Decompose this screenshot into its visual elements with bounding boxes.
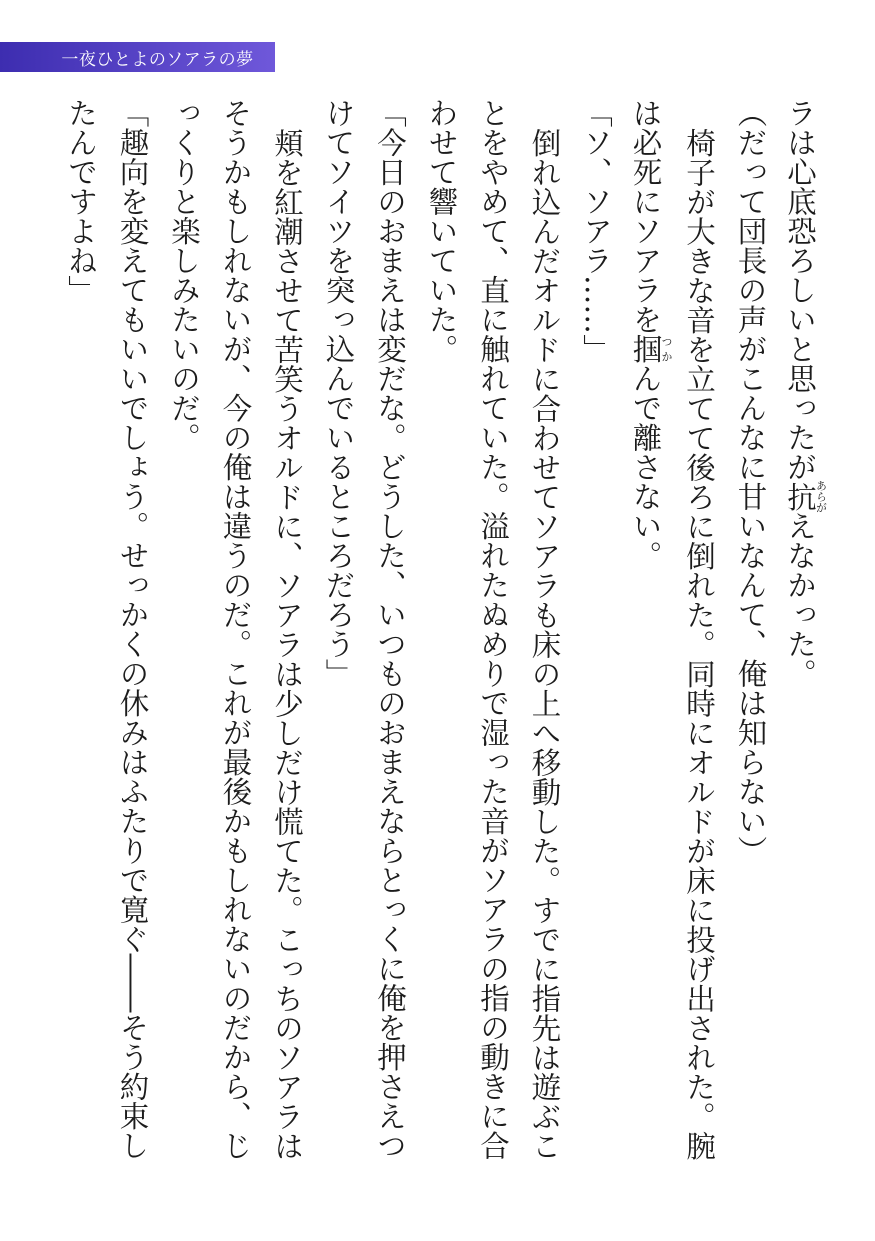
ruby-base: 抗 — [783, 479, 817, 513]
text-segment: えなかった。 — [783, 511, 817, 688]
text-segment: ラは心底恐ろしいと思ったが — [783, 98, 817, 482]
ruby-reading: つか — [660, 334, 673, 364]
text-line: 「ソ、ソアラ……」 — [579, 98, 613, 364]
text-line: っくりと楽しみたいのだ。 — [167, 98, 201, 452]
running-header-title: 一夜ひとよのソアラの夢 — [61, 49, 254, 70]
ruby-annotation — [783, 479, 827, 513]
text-line: 椅子が大きな音を立てて後ろに倒れた。同時にオルドが床に投げ出された。腕 — [682, 127, 716, 1160]
text-line: 頬を紅潮させて苦笑うオルドに、ソアラは少しだけ慌てた。こっちのソアラは — [270, 127, 304, 1160]
text-line: （だって団長の声がこんなに甘いなんて、俺は知らない） — [733, 98, 768, 865]
text-line: たんですよね」 — [64, 98, 98, 305]
text-line: 倒れ込んだオルドに合わせてソアラも床の上へ移動した。すでに指先は遊ぶこ — [527, 127, 562, 1160]
ruby-reading: あらが — [814, 479, 827, 513]
body-text — [54, 98, 827, 1164]
text-line: わせて響いていた。 — [424, 98, 459, 364]
text-segment: は必死にソアラを — [628, 98, 663, 334]
ruby-annotation — [628, 334, 673, 364]
text-line: 「今日のおまえは変だな。どうした、いつものおまえならとっくに俺を押さえつ — [373, 98, 407, 1160]
text-line — [776, 98, 828, 1164]
text-segment: んで離さない。 — [628, 363, 663, 570]
text-line: そうかもしれないが、今の俺は違うのだ。これが最後かもしれないのだから、じ — [218, 98, 253, 1160]
text-line: 「趣向を変えてもいいでしょう。せっかくの休みはふたりで寛ぐ――そう約束し — [115, 98, 150, 1160]
text-line: とをやめて、直に触れていた。溢れたぬめりで湿った音がソアラの指の動きに合 — [476, 98, 510, 1160]
running-header-bar — [0, 42, 275, 72]
ruby-base: 掴 — [628, 334, 663, 364]
text-line — [621, 98, 673, 1164]
text-line: けてソイツを突っ込んでいるところだろう」 — [321, 98, 356, 688]
